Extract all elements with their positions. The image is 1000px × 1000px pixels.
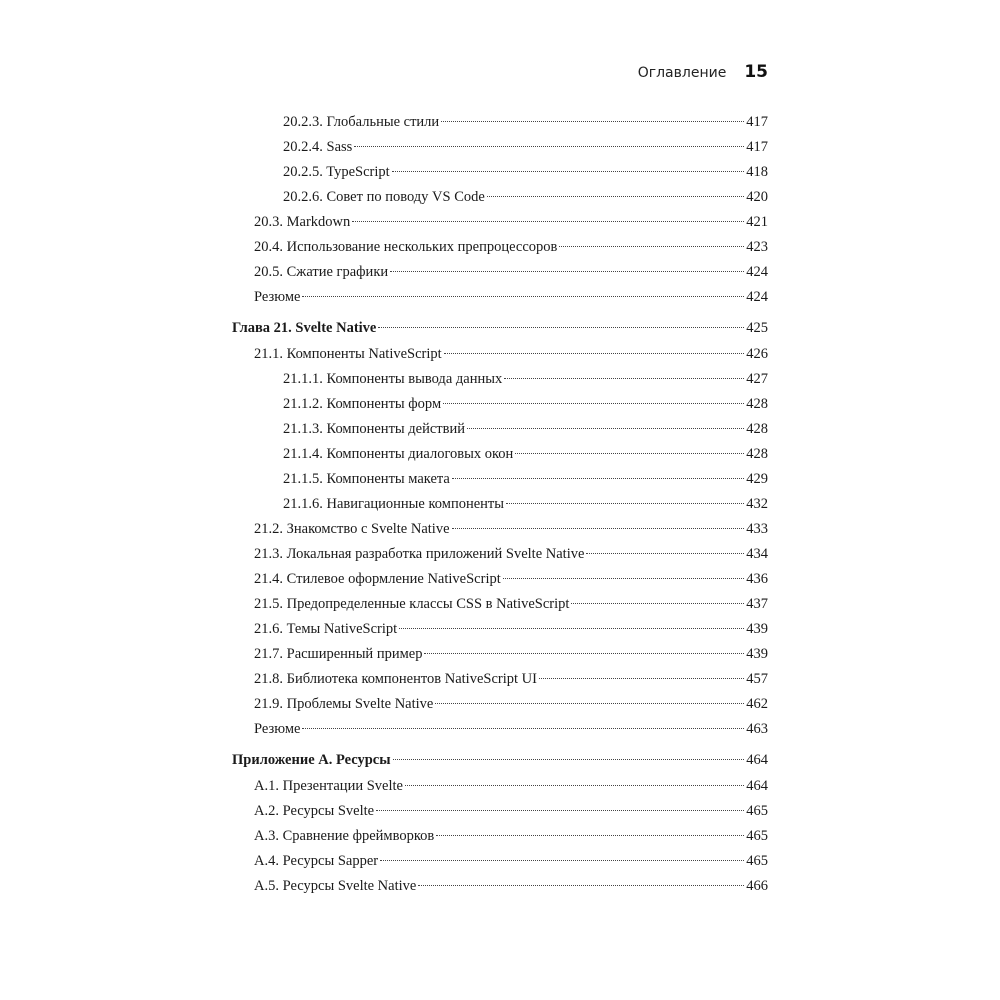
toc-section-entry: [254, 644, 768, 664]
toc-entry-title: 21.6. Темы NativeScript: [254, 621, 398, 637]
toc-entry-title: 21.7. Расширенный пример: [254, 646, 423, 662]
toc-entry-page-number: 439: [746, 646, 768, 662]
dot-leader: [571, 603, 744, 604]
toc-subsection-entry: [283, 187, 768, 207]
toc-section-entry: [254, 287, 768, 307]
toc-entry-page-number: 465: [746, 828, 768, 844]
toc-entry-title: А.4. Ресурсы Sapper: [254, 853, 379, 869]
dot-leader: [302, 296, 744, 297]
toc-entry-title: Приложение А. Ресурсы: [232, 752, 391, 768]
toc-section-entry: [254, 776, 768, 796]
toc-entry-page-number: 464: [746, 752, 768, 768]
toc-entry-title: 21.1.2. Компоненты форм: [283, 396, 442, 412]
toc-section-entry: [254, 344, 768, 364]
toc-section-entry: [254, 519, 768, 539]
dot-leader: [559, 246, 744, 247]
toc-entry-page-number: 420: [746, 189, 768, 205]
toc-entry-title: 21.3. Локальная разработка приложений Svelte Native: [254, 546, 585, 562]
toc-subsection-entry: [283, 369, 768, 389]
toc-entry-page-number: 417: [746, 139, 768, 155]
dot-leader: [399, 628, 744, 629]
toc-entry-title: 21.2. Знакомство с Svelte Native: [254, 521, 450, 537]
toc-entry-page-number: 424: [746, 289, 768, 305]
toc-entry-title: 21.5. Предопределенные классы CSS в NativeScript: [254, 596, 570, 612]
dot-leader: [503, 578, 745, 579]
toc-entry-title: 21.1.5. Компоненты макета: [283, 471, 450, 487]
dot-leader: [435, 703, 744, 704]
dot-leader: [352, 221, 744, 222]
toc-entry-page-number: 426: [746, 346, 768, 362]
toc-entry-page-number: 465: [746, 803, 768, 819]
dot-leader: [452, 528, 745, 529]
toc-entry-title: А.2. Ресурсы Svelte: [254, 803, 375, 819]
dot-leader: [452, 478, 744, 479]
toc-entry-title: 20.3. Markdown: [254, 214, 351, 230]
toc-section-entry: [254, 851, 768, 871]
dot-leader: [378, 327, 744, 328]
toc-subsection-entry: [283, 419, 768, 439]
toc-entry-page-number: 465: [746, 853, 768, 869]
toc-section-entry: [254, 876, 768, 896]
dot-leader: [418, 885, 744, 886]
toc-section-entry: [254, 719, 768, 739]
toc-section-entry: [254, 212, 768, 232]
toc-entry-title: 21.1.4. Компоненты диалоговых окон: [283, 446, 514, 462]
toc-chapter-entry: [232, 750, 768, 770]
dot-leader: [424, 653, 744, 654]
toc-section-entry: [254, 801, 768, 821]
dot-leader: [441, 121, 744, 122]
toc-entry-title: 21.1.6. Навигационные компоненты: [283, 496, 504, 512]
dot-leader: [487, 196, 744, 197]
dot-leader: [443, 403, 744, 404]
dot-leader: [405, 785, 744, 786]
toc-chapter-entry: [232, 318, 768, 338]
toc-entry-page-number: 425: [746, 320, 768, 336]
toc-entry-page-number: 433: [746, 521, 768, 537]
dot-leader: [376, 810, 744, 811]
toc-entry-page-number: 428: [746, 396, 768, 412]
dot-leader: [586, 553, 744, 554]
dot-leader: [390, 271, 744, 272]
toc-entry-title: Глава 21. Svelte Native: [232, 320, 377, 336]
dot-leader: [467, 428, 744, 429]
running-head: [560, 62, 768, 88]
toc-entry-title: 20.5. Сжатие графики: [254, 264, 389, 280]
toc-entry-title: Резюме: [254, 721, 301, 737]
toc-entry-title: 21.9. Проблемы Svelte Native: [254, 696, 434, 712]
toc-entry-title: 21.4. Стилевое оформление NativeScript: [254, 571, 501, 587]
toc-section-entry: [254, 237, 768, 257]
toc-entry-page-number: 464: [746, 778, 768, 794]
toc-entry-title: 20.2.4. Sass: [283, 139, 353, 155]
dot-leader: [506, 503, 744, 504]
dot-leader: [436, 835, 744, 836]
toc-subsection-entry: [283, 469, 768, 489]
toc-subsection-entry: [283, 494, 768, 514]
toc-entry-page-number: 424: [746, 264, 768, 280]
toc-subsection-entry: [283, 137, 768, 157]
toc-entry-page-number: 463: [746, 721, 768, 737]
dot-leader: [515, 453, 744, 454]
toc-subsection-entry: [283, 112, 768, 132]
toc-entry-page-number: 421: [746, 214, 768, 230]
dot-leader: [302, 728, 744, 729]
toc-section-entry: [254, 594, 768, 614]
toc-subsection-entry: [283, 444, 768, 464]
toc-entry-page-number: 423: [746, 239, 768, 255]
dot-leader: [444, 353, 745, 354]
toc-entry-title: 21.1.1. Компоненты вывода данных: [283, 371, 503, 387]
toc-entry-title: 20.2.6. Совет по поводу VS Code: [283, 189, 485, 205]
toc-entry-page-number: 437: [746, 596, 768, 612]
toc-entry-title: 21.8. Библиотека компонентов NativeScript UI: [254, 671, 537, 687]
toc-entry-title: Резюме: [254, 289, 301, 305]
toc-section-entry: [254, 669, 768, 689]
toc-entry-title: 21.1. Компоненты NativeScript: [254, 346, 442, 362]
toc-entry-page-number: 434: [746, 546, 768, 562]
toc-section-entry: [254, 826, 768, 846]
toc-entry-page-number: 417: [746, 114, 768, 130]
toc-entry-title: А.3. Сравнение фреймворков: [254, 828, 435, 844]
toc-entry-title: 21.1.3. Компоненты действий: [283, 421, 465, 437]
toc-entry-title: 20.2.3. Глобальные стили: [283, 114, 440, 130]
toc-entry-title: 20.2.5. TypeScript: [283, 164, 390, 180]
toc-entry-title: 20.4. Использование нескольких препроцессоров: [254, 239, 558, 255]
dot-leader: [393, 759, 745, 760]
toc-section-entry: [254, 619, 768, 639]
page-number: 15: [744, 62, 768, 82]
toc-entry-page-number: 428: [746, 421, 768, 437]
dot-leader: [539, 678, 744, 679]
toc-entry-page-number: 457: [746, 671, 768, 687]
toc-entry-page-number: 466: [746, 878, 768, 894]
toc-entry-page-number: 428: [746, 446, 768, 462]
toc-entry-page-number: 418: [746, 164, 768, 180]
dot-leader: [392, 171, 745, 172]
toc-section-entry: [254, 544, 768, 564]
toc-section-entry: [254, 262, 768, 282]
toc-subsection-entry: [283, 162, 768, 182]
running-title: Оглавление: [637, 65, 727, 81]
toc-section-entry: [254, 694, 768, 714]
dot-leader: [504, 378, 744, 379]
toc-entry-page-number: 429: [746, 471, 768, 487]
toc-entry-page-number: 427: [746, 371, 768, 387]
toc-entry-page-number: 462: [746, 696, 768, 712]
toc-entry-page-number: 439: [746, 621, 768, 637]
dot-leader: [380, 860, 744, 861]
toc-entry-page-number: 436: [746, 571, 768, 587]
toc-subsection-entry: [283, 394, 768, 414]
toc-section-entry: [254, 569, 768, 589]
dot-leader: [354, 146, 744, 147]
toc-entry-page-number: 432: [746, 496, 768, 512]
toc-entry-title: А.5. Ресурсы Svelte Native: [254, 878, 417, 894]
toc-entry-title: А.1. Презентации Svelte: [254, 778, 403, 794]
